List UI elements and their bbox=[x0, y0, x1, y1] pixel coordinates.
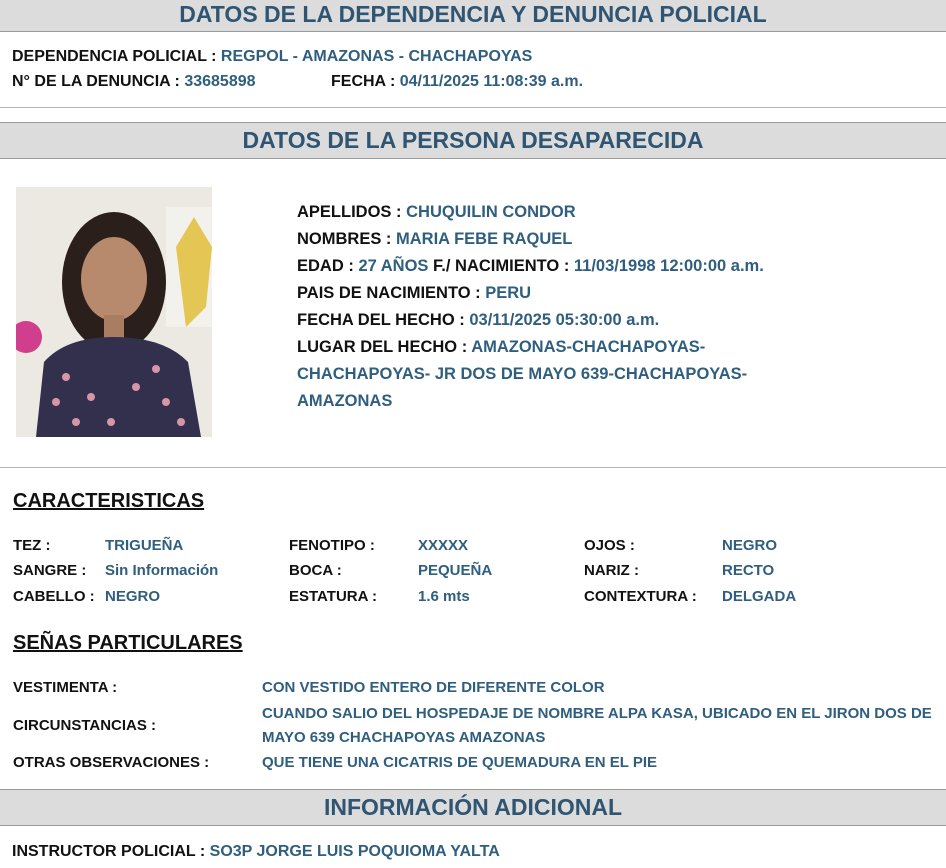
divider bbox=[0, 107, 946, 108]
caracteristica-value: PEQUEÑA bbox=[418, 562, 493, 579]
instructor-row bbox=[12, 843, 500, 861]
pais-label: PAIS DE NACIMIENTO : bbox=[297, 284, 481, 302]
nombres-label: NOMBRES : bbox=[297, 230, 392, 248]
section-header-informacion: INFORMACIÓN ADICIONAL bbox=[0, 789, 946, 826]
edad-label: EDAD : bbox=[297, 257, 354, 275]
edad-value: 27 AÑOS bbox=[358, 257, 429, 275]
dependencia-label: DEPENDENCIA POLICIAL : bbox=[12, 48, 217, 65]
denuncia-row bbox=[12, 73, 256, 91]
person-info bbox=[297, 199, 777, 415]
caracteristica-value: RECTO bbox=[722, 562, 775, 579]
fecha-label: FECHA : bbox=[331, 73, 396, 90]
instructor-value: SO3P JORGE LUIS POQUIOMA YALTA bbox=[209, 843, 500, 860]
caracteristica-label: CABELLO : bbox=[13, 588, 95, 605]
fecha-hecho-value: 03/11/2025 05:30:00 a.m. bbox=[469, 311, 660, 329]
senas-title: SEÑAS PARTICULARES bbox=[13, 632, 243, 654]
otras-label: OTRAS OBSERVACIONES : bbox=[13, 754, 210, 771]
caracteristicas-title: CARACTERISTICAS bbox=[13, 490, 205, 512]
pais-value: PERU bbox=[485, 284, 532, 302]
pais-row bbox=[297, 280, 777, 307]
section-header-persona: DATOS DE LA PERSONA DESAPARECIDA bbox=[0, 122, 946, 159]
apellidos-label: APELLIDOS : bbox=[297, 203, 402, 221]
edad-row bbox=[297, 253, 777, 280]
fecha-row bbox=[331, 73, 583, 91]
person-photo bbox=[16, 187, 212, 437]
caracteristica-value: Sin Información bbox=[105, 562, 219, 579]
nacimiento-value: 11/03/1998 12:00:00 a.m. bbox=[573, 257, 764, 275]
lugar-row bbox=[297, 334, 777, 415]
dependencia-value: REGPOL - AMAZONAS - CHACHAPOYAS bbox=[220, 48, 533, 65]
caracteristica-value: NEGRO bbox=[105, 588, 161, 605]
lugar-value: AMAZONAS-CHACHAPOYAS-CHACHAPOYAS- JR DOS DE MAYO 639-CHACHAPOYAS-AMAZONAS bbox=[297, 338, 748, 410]
circunstancias-label: CIRCUNSTANCIAS : bbox=[13, 717, 157, 734]
caracteristica-label: BOCA : bbox=[289, 562, 342, 579]
circunstancias-value: CUANDO SALIO DEL HOSPEDAJE DE NOMBRE ALPA KASA, UBICADO EN EL JIRON DOS DE MAYO 639 CHACHAPOYAS AMAZONAS bbox=[262, 705, 932, 746]
otras-value: QUE TIENE UNA CICATRIS DE QUEMADURA EN EL PIE bbox=[262, 754, 658, 771]
caracteristica-label: CONTEXTURA : bbox=[584, 588, 697, 605]
nombres-value: MARIA FEBE RAQUEL bbox=[396, 230, 573, 248]
caracteristica-value: NEGRO bbox=[722, 537, 778, 554]
divider bbox=[0, 467, 946, 468]
dependencia-row bbox=[12, 48, 532, 66]
vestimenta-value: CON VESTIDO ENTERO DE DIFERENTE COLOR bbox=[262, 679, 605, 696]
caracteristica-value: XXXXX bbox=[418, 537, 469, 554]
section-header-dependencia: DATOS DE LA DEPENDENCIA Y DENUNCIA POLICIAL bbox=[0, 0, 946, 32]
denuncia-label: N° DE LA DENUNCIA : bbox=[12, 73, 180, 90]
apellidos-value: CHUQUILIN CONDOR bbox=[406, 203, 576, 221]
instructor-label: INSTRUCTOR POLICIAL : bbox=[12, 843, 206, 860]
fecha-hecho-row bbox=[297, 307, 777, 334]
caracteristica-label: TEZ : bbox=[13, 537, 51, 554]
caracteristica-label: OJOS : bbox=[584, 537, 635, 554]
apellidos-row bbox=[297, 199, 777, 226]
nacimiento-label: F./ NACIMIENTO : bbox=[433, 257, 570, 275]
person-photo-image bbox=[16, 187, 212, 437]
caracteristica-label: NARIZ : bbox=[584, 562, 639, 579]
fecha-hecho-label: FECHA DEL HECHO : bbox=[297, 311, 465, 329]
caracteristica-label: SANGRE : bbox=[13, 562, 87, 579]
caracteristica-value: DELGADA bbox=[722, 588, 797, 605]
denuncia-value: 33685898 bbox=[184, 73, 256, 90]
caracteristica-value: 1.6 mts bbox=[418, 588, 470, 605]
fecha-value: 04/11/2025 11:08:39 a.m. bbox=[399, 73, 584, 90]
caracteristica-value: TRIGUEÑA bbox=[105, 537, 184, 554]
vestimenta-label: VESTIMENTA : bbox=[13, 679, 118, 696]
nombres-row bbox=[297, 226, 777, 253]
caracteristica-label: ESTATURA : bbox=[289, 588, 378, 605]
caracteristica-label: FENOTIPO : bbox=[289, 537, 375, 554]
lugar-label: LUGAR DEL HECHO : bbox=[297, 338, 468, 356]
